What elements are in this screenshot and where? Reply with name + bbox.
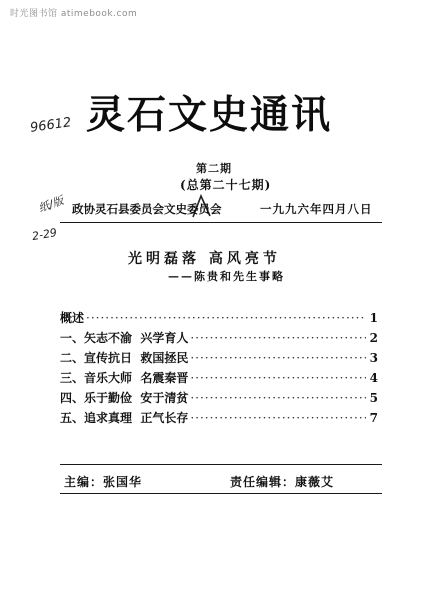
toc-row[interactable] xyxy=(60,329,378,349)
toc-leader-dots xyxy=(190,411,366,425)
handwritten-note-low: 2-29 xyxy=(31,225,58,244)
chief-editor xyxy=(64,473,142,490)
handwritten-note-mid: 纸/版 xyxy=(36,193,66,215)
credits-bottom-divider xyxy=(60,493,382,494)
article-subtitle: ——陈贵和先生事略 xyxy=(168,270,285,283)
toc-row[interactable] xyxy=(60,369,378,389)
handwritten-note-top: 96612 xyxy=(29,115,73,136)
toc-label: 四、乐于勤俭 安于清贫 xyxy=(60,391,189,405)
chief-editor-label: 主编： xyxy=(64,475,104,489)
toc-page-number: 3 xyxy=(369,351,378,365)
table-of-contents xyxy=(60,309,378,429)
responsible-editor xyxy=(230,473,334,490)
credits-top-divider xyxy=(60,464,382,465)
issuer-name: 政协灵石县委员会文史委员会 xyxy=(72,202,222,216)
watermark-text: 时光图书馆 atimebook.com xyxy=(10,9,138,19)
toc-label: 一、矢志不渝 兴学育人 xyxy=(60,331,189,345)
toc-page-number: 2 xyxy=(369,331,378,345)
masthead-title: 灵石文史通讯 xyxy=(86,92,333,138)
toc-page-number: 1 xyxy=(369,311,378,325)
toc-page-number: 7 xyxy=(369,411,378,425)
toc-label: 二、宣传抗日 救国拯民 xyxy=(60,351,189,365)
publication-date: 一九九六年四月八日 xyxy=(260,202,373,216)
header-divider xyxy=(60,222,382,223)
responsible-editor-label: 责任编辑： xyxy=(230,475,296,489)
article-title: 光明磊落 高风亮节 xyxy=(128,251,281,267)
toc-page-number: 5 xyxy=(369,391,378,405)
toc-row[interactable] xyxy=(60,309,378,329)
toc-label: 五、追求真理 正气长存 xyxy=(60,411,189,425)
toc-leader-dots xyxy=(190,371,366,385)
toc-page-number: 4 xyxy=(369,371,378,385)
issue-number: 第二期 xyxy=(196,162,232,175)
toc-leader-dots xyxy=(86,311,366,325)
toc-leader-dots xyxy=(190,331,366,345)
toc-row[interactable] xyxy=(60,409,378,429)
issue-overall-number: (总第二十七期) xyxy=(180,178,272,192)
toc-leader-dots xyxy=(190,351,366,365)
toc-row[interactable] xyxy=(60,349,378,369)
responsible-editor-name: 康薇艾 xyxy=(295,475,335,489)
toc-row[interactable] xyxy=(60,389,378,409)
toc-label: 概述 xyxy=(60,311,85,325)
toc-leader-dots xyxy=(190,391,366,405)
toc-label: 三、音乐大师 名震秦晋 xyxy=(60,371,189,385)
chief-editor-name: 张国华 xyxy=(103,475,143,489)
